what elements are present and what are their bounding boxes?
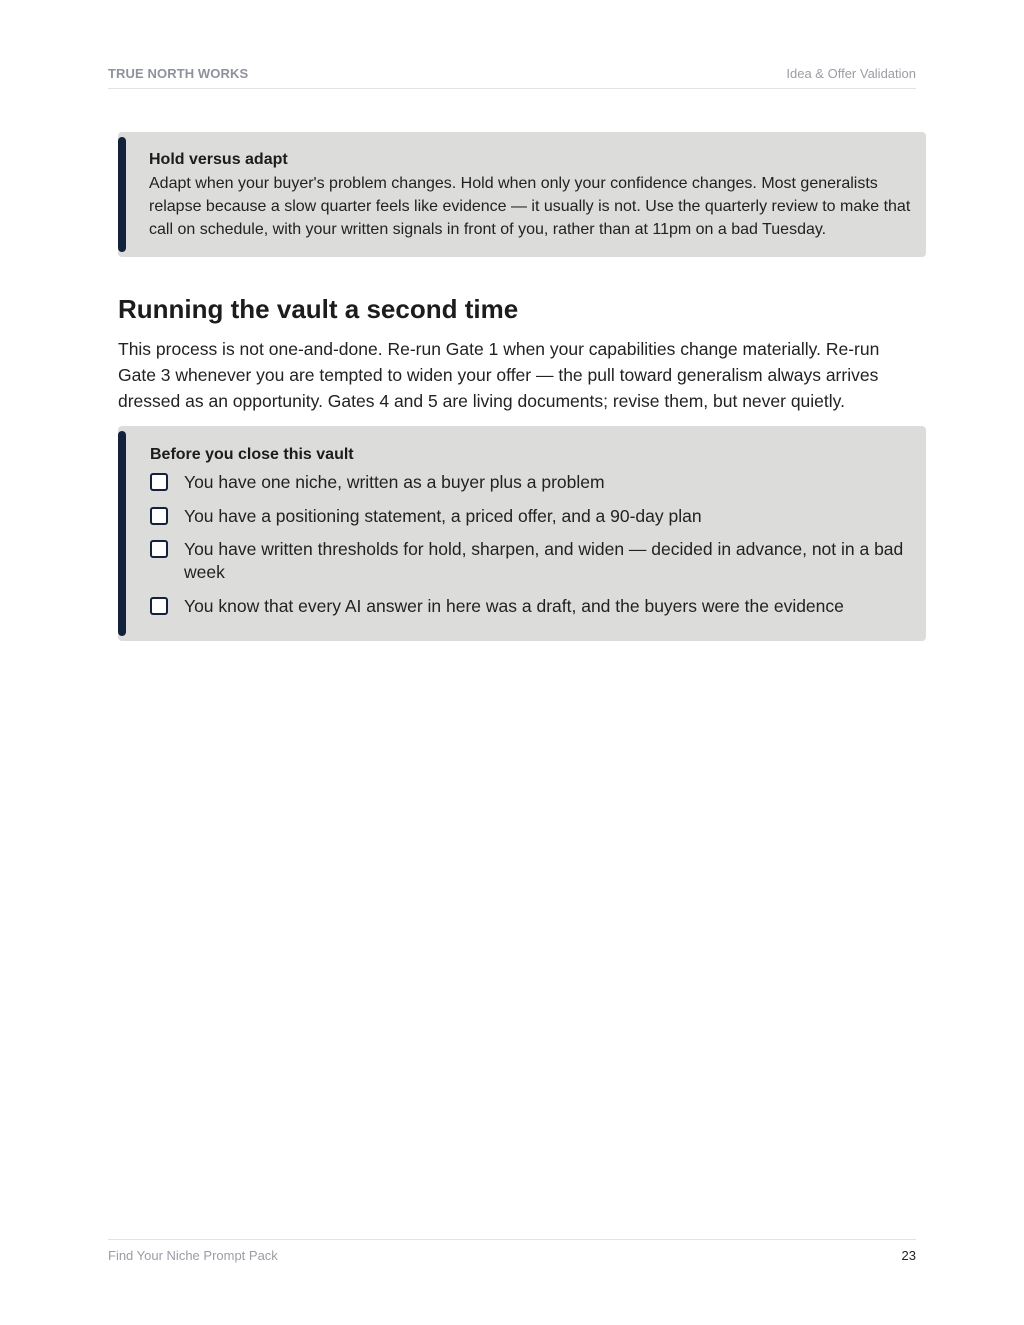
- checklist-item: [150, 471, 914, 494]
- callout-accent-bar: [118, 431, 126, 636]
- checklist-item-label: You know that every AI answer in here was a draft, and the buyers were the evidence: [184, 595, 844, 616]
- section-paragraph: This process is not one-and-done. Re-run Gate 1 when your capabilities change materially. Re-run Gate 3 whenever you are tempted to widen your offer — the pull toward generalism always arrives dressed as an opportunity. Gates 4 and 5 are living documents; revise them, but never quietly.: [118, 339, 880, 411]
- page-footer: [108, 1239, 916, 1270]
- header-section-title: Idea & Offer Validation: [786, 66, 916, 81]
- checklist-item-label: You have a positioning statement, a priced offer, and a 90-day plan: [184, 505, 702, 526]
- checklist-item-label: You have written thresholds for hold, sharpen, and widen — decided in advance, not in a bad week: [184, 539, 904, 582]
- checklist-item: [150, 538, 914, 584]
- checklist-title: Before you close this vault: [150, 446, 354, 463]
- callout-body: Adapt when your buyer's problem changes. Hold when only your confidence changes. Most generalists relapse because a slow quarter feels like evidence — it usually is not. Use the quarterly review to make that call on schedule, with your written signals in front of you, rather than at 11pm on a bad Tuesday.: [149, 175, 911, 238]
- checklist-item: [150, 505, 914, 528]
- page-header: [108, 66, 916, 89]
- brand-name: TRUE NORTH WORKS: [108, 66, 249, 81]
- hold-versus-adapt-callout: [118, 132, 926, 257]
- checklist: [150, 471, 914, 618]
- checkbox-icon[interactable]: [150, 597, 168, 615]
- checkbox-icon[interactable]: [150, 540, 168, 558]
- checklist-callout: [118, 426, 926, 641]
- section-heading: Running the vault a second time: [118, 294, 519, 324]
- footer-document-title: Find Your Niche Prompt Pack: [108, 1248, 278, 1263]
- checklist-item: [150, 595, 914, 618]
- callout-accent-bar: [118, 137, 126, 252]
- page-number: 23: [901, 1248, 916, 1263]
- checkbox-icon[interactable]: [150, 473, 168, 491]
- checkbox-icon[interactable]: [150, 507, 168, 525]
- callout-title: Hold versus adapt: [149, 151, 288, 168]
- checklist-item-label: You have one niche, written as a buyer plus a problem: [184, 472, 605, 492]
